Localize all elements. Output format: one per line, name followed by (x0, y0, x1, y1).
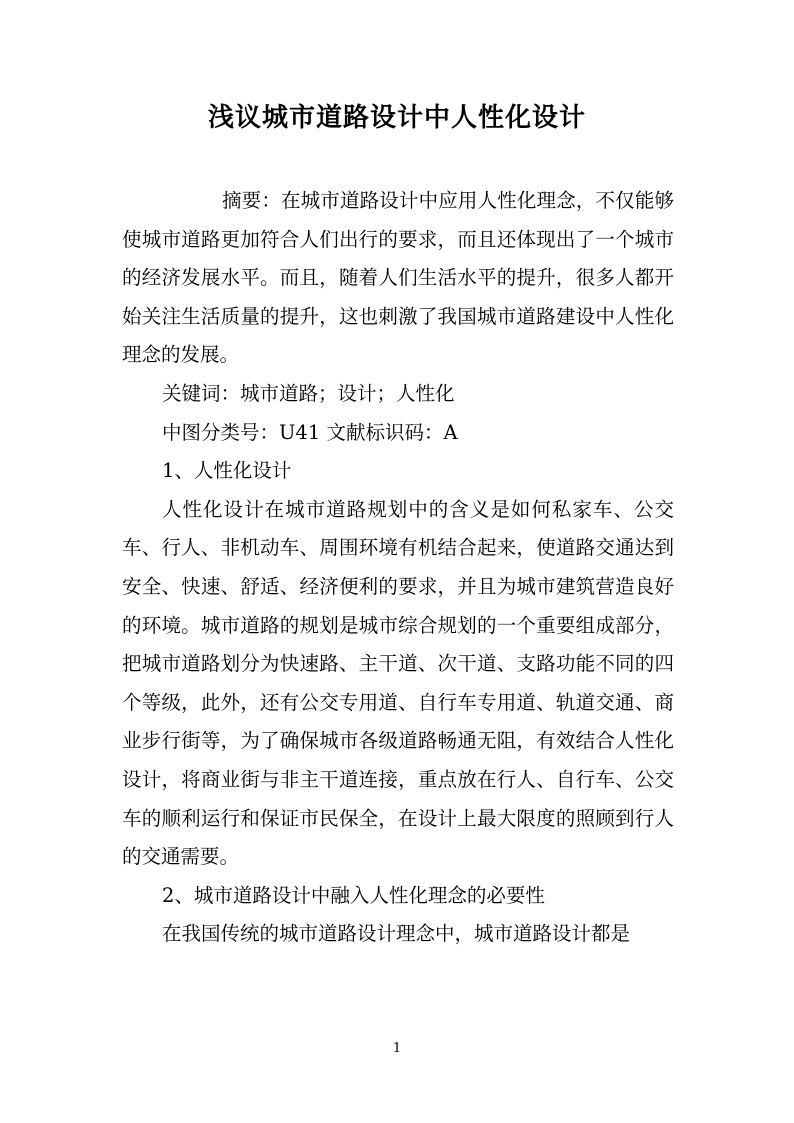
page-title: 浅议城市道路设计中人性化设计 (207, 103, 586, 133)
abstract-paragraph: 摘要：在城市道路设计中应用人性化理念，不仅能够使城市道路更加符合人们出行的要求，而且还体现出了一个城市的经济发展水平。而且，随着人们生活水平的提升，很多人都开始关注生活质量的提升，这也刺激了我国城市道路建设中人性化理念的发展。 (122, 189, 674, 367)
section-2-paragraph: 在我国传统的城市道路设计理念中，城市道路设计都是 (162, 922, 631, 946)
document-body (122, 182, 674, 954)
page-number: 1 (392, 1041, 402, 1056)
section-1-paragraph: 人性化设计在城市道路规划中的含义是如何私家车、公交车、行人、非机动车、周围环境有机结合起来，使道路交通达到安全、快速、舒适、经济便利的要求，并且为城市建筑营造良好的环境。城市道路的规划是城市综合规划的一个重要组成部分，把城市道路划分为快速路、主干道、次干道、支路功能不同的四个等级，此外，还有公交专用道、自行车专用道、轨道交通、商业步行街等，为了确保城市各级道路畅通无阻，有效结合人性化设计，将商业街与非主干道连接，重点放在行人、自行车、公交车的顺利运行和保证市民保全，在设计上最大限度的照顾到行人的交通需要。 (122, 497, 674, 869)
classification-line: 中图分类号：U41 文献标识码：A (162, 420, 458, 444)
section-2-heading: 2、城市道路设计中融入人性化理念的必要性 (162, 883, 545, 907)
section-1-heading: 1、人性化设计 (162, 459, 292, 483)
keywords-line: 关键词：城市道路；设计；人性化 (162, 381, 455, 405)
